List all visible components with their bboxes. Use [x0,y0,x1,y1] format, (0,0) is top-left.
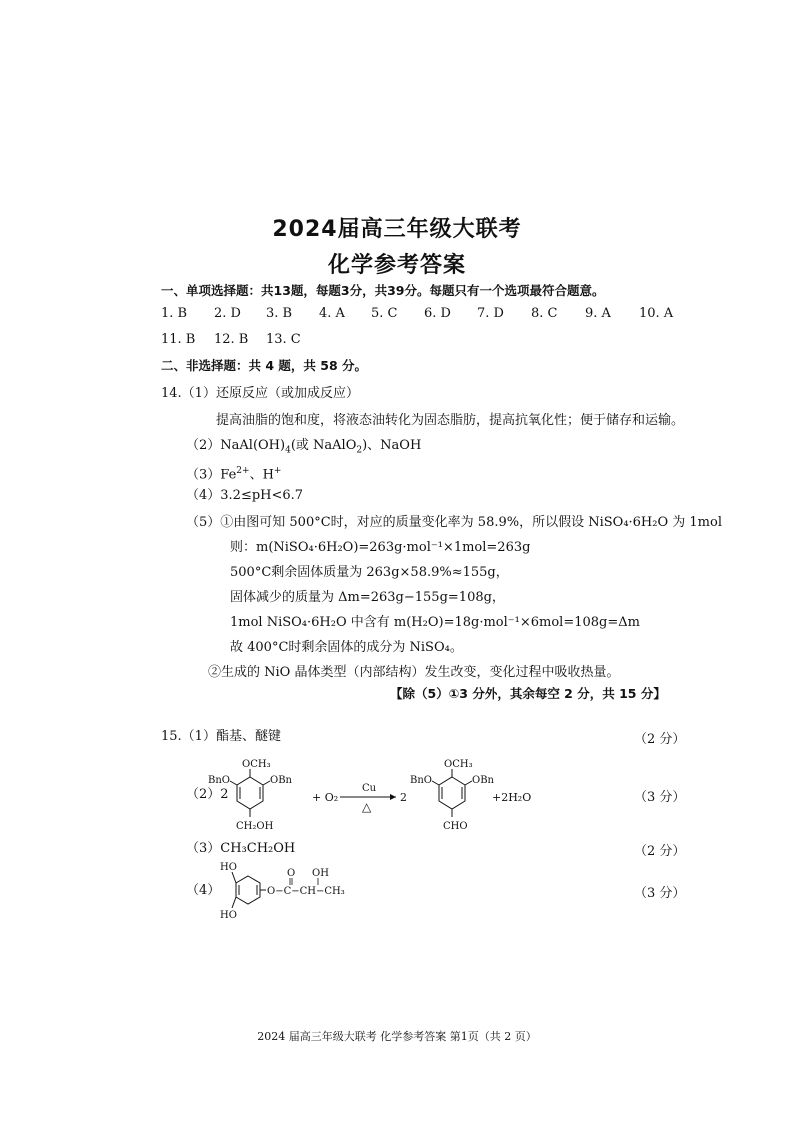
hydroxyl-chain: OH [312,868,329,879]
mc-answer: 5. C [371,306,398,321]
q15-part4-structure [212,858,382,924]
q15-part4-score: （3 分） [634,886,686,901]
mc-answer: 7. D [477,306,504,321]
q14-part2: $(2)NaAl(OH)_4$(或 NaAlO$_2$)、NaOH [186,438,422,456]
q15-part1-score: （2 分） [634,732,686,747]
bno-label: BnO [410,775,432,786]
hydroxyl-bottom: HO [220,910,237,921]
q14-part5-line6: 故 400°C时剩余固体的成分为 NiSO₄。 [230,640,463,655]
q14-part5-line4: 固体减少的质量为 Δm=263g−155g=108g， [230,590,505,605]
section1-heading: 一、单项选择题：共13题，每题3分，共39分。每题只有一个选项最符合题意。 [161,283,605,298]
q14-part3: $(3)Fe^{2+}$、H+ [186,466,282,483]
page-subtitle: 化学参考答案 [327,253,466,278]
mc-answer: 3. B [266,306,293,321]
obn-label: OBn [472,775,494,786]
o2-reagent: + O₂ [312,791,339,804]
q14-part1-reason: 提高油脂的饱和度，将液态油转化为固态脂肪，提高抗氧化性；便于储存和运输。 [216,413,685,428]
ch2oh-label: CH₂OH [236,821,274,832]
q15-part3-score: （2 分） [634,844,686,859]
q15-reaction-equation [200,755,580,835]
q15-part2-label: （2）2 [186,787,229,802]
mc-answer: 13. C [266,332,301,347]
heat-symbol: △ [362,800,372,814]
q15-part2-score: （3 分） [634,790,686,805]
q14-scoring-note: 【除（5）①3 分外，其余每空 2 分，共 15 分】 [390,686,666,701]
q14-part5-line1: （5）①由图可知 500°C时，对应的质量变化率为 58.9%，所以假设 NiSO₄·6H₂O 为 1mol [186,515,722,530]
q14-part5-line7: ②生成的 NiO 晶体类型（内部结构）发生改变，变化过程中吸收热量。 [208,665,620,680]
och3-label: OCH₃ [444,759,473,770]
mc-answer: 10. A [639,306,674,321]
mc-answer: 4. A [319,306,345,321]
q15-part4-label: （4） [186,883,221,898]
cu-catalyst: Cu [362,783,377,794]
mc-answer: 1. B [161,306,188,321]
mc-answer: 6. D [424,306,451,321]
page-title: 2024届高三年级大联考 [272,217,522,242]
section2-heading: 二、非选择题：共 4 题，共 58 分。 [161,358,368,373]
mc-answer: 11. B [161,332,196,347]
mc-answer: 12. B [214,332,249,347]
hydroxyl-top: HO [220,862,237,873]
mc-answer: 9. A [585,306,611,321]
carbonyl-oxygen: O [287,868,296,879]
product-coefficient: 2 [400,791,407,804]
mc-answer: 8. C [531,306,558,321]
page-footer: 2024 届高三年级大联考 化学参考答案 第1页（共 2 页） [257,1030,537,1043]
q15-part3: （3）CH₃CH₂OH [186,841,296,856]
och3-label: OCH₃ [242,759,271,770]
water-product: +2H₂O [492,791,532,804]
mc-answer: 2. D [214,306,241,321]
q14-part5-line2: 则：m(NiSO₄·6H₂O)=263g·mol⁻¹×1mol=263g [230,540,531,555]
q14-part5-line5: 1mol NiSO₄·6H₂O 中含有 m(H₂O)=18g·mol⁻¹×6mol=108g=Δm [230,615,640,630]
q14-part5-line3: 500°C剩余固体质量为 263g×58.9%≈155g， [230,565,509,580]
obn-label: OBn [270,775,292,786]
ester-chain: O−C−CH−CH₃ [267,886,345,897]
q14-part4: （4）3.2≤pH<6.7 [186,488,304,503]
cho-label: CHO [443,821,468,832]
bno-label: BnO [208,775,230,786]
q15-part1: 15.（1）酯基、醚键 [161,729,281,744]
q14-part1: 14.（1）还原反应（或加成反应） [161,386,359,401]
